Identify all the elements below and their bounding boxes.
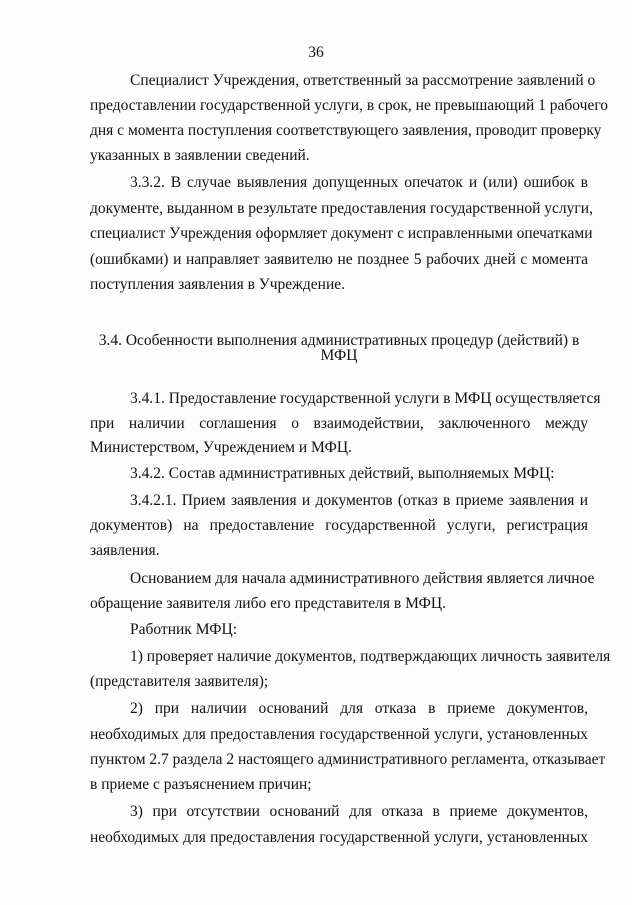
text-line: при наличии соглашения о взаимодействии, заключенного между — [90, 415, 588, 432]
text-line: 3.3.2. В случае выявления допущенных опечаток и (или) ошибок в — [130, 174, 588, 191]
text-line: (ошибками) и направляет заявителю не позднее 5 рабочих дней с момента — [90, 251, 588, 268]
text-line: в приеме с разъяснением причин; — [90, 776, 312, 793]
text-line: Основанием для начала административного действия является личное — [130, 570, 595, 587]
text-line: 3.4.2.1. Прием заявления и документов (отказ в приеме заявления и — [130, 492, 588, 509]
section-heading: МФЦ — [320, 347, 358, 364]
text-line: 3) при отсутствии оснований для отказа в приеме документов, — [130, 803, 588, 820]
text-line: предоставлении государственной услуги, в срок, не превышающий 1 рабочего — [90, 97, 609, 114]
text-line: Министерством, Учреждением и МФЦ. — [90, 439, 352, 456]
section-heading: 3.4. Особенности выполнения административных процедур (действий) в — [98, 332, 580, 349]
text-line: необходимых для предоставления государственной услуги, установленных — [90, 829, 588, 846]
text-line: (представителя заявителя); — [90, 673, 269, 690]
text-line: 1) проверяет наличие документов, подтверждающих личность заявителя — [130, 648, 611, 665]
text-line: заявления. — [90, 542, 160, 559]
text-line: 2) при наличии оснований для отказа в приеме документов, — [130, 700, 588, 717]
text-line: указанных в заявлении сведений. — [90, 147, 310, 164]
text-line: обращение заявителя либо его представителя в МФЦ. — [90, 595, 447, 612]
text-line: необходимых для предоставления государственной услуги, установленных — [90, 726, 588, 743]
text-line: Работник МФЦ: — [130, 621, 238, 638]
text-line: Специалист Учреждения, ответственный за рассмотрение заявлений о — [130, 72, 596, 89]
text-line: поступления заявления в Учреждение. — [90, 276, 346, 293]
text-line: специалист Учреждения оформляет документ с исправленными опечатками — [90, 225, 593, 242]
text-line: документов) на предоставление государственной услуги, регистрация — [90, 517, 588, 534]
text-line: 3.4.1. Предоставление государственной услуги в МФЦ осуществляется — [130, 390, 601, 407]
text-line: документе, выданном в результате предоставления государственной услуги, — [90, 200, 593, 217]
text-line: дня с момента поступления соответствующего заявления, проводит проверку — [90, 122, 602, 139]
text-line: 3.4.2. Состав административных действий, выполняемых МФЦ: — [130, 465, 555, 482]
text-line: пунктом 2.7 раздела 2 настоящего административного регламента, отказывает — [90, 751, 606, 768]
page-number: 36 — [308, 44, 324, 61]
